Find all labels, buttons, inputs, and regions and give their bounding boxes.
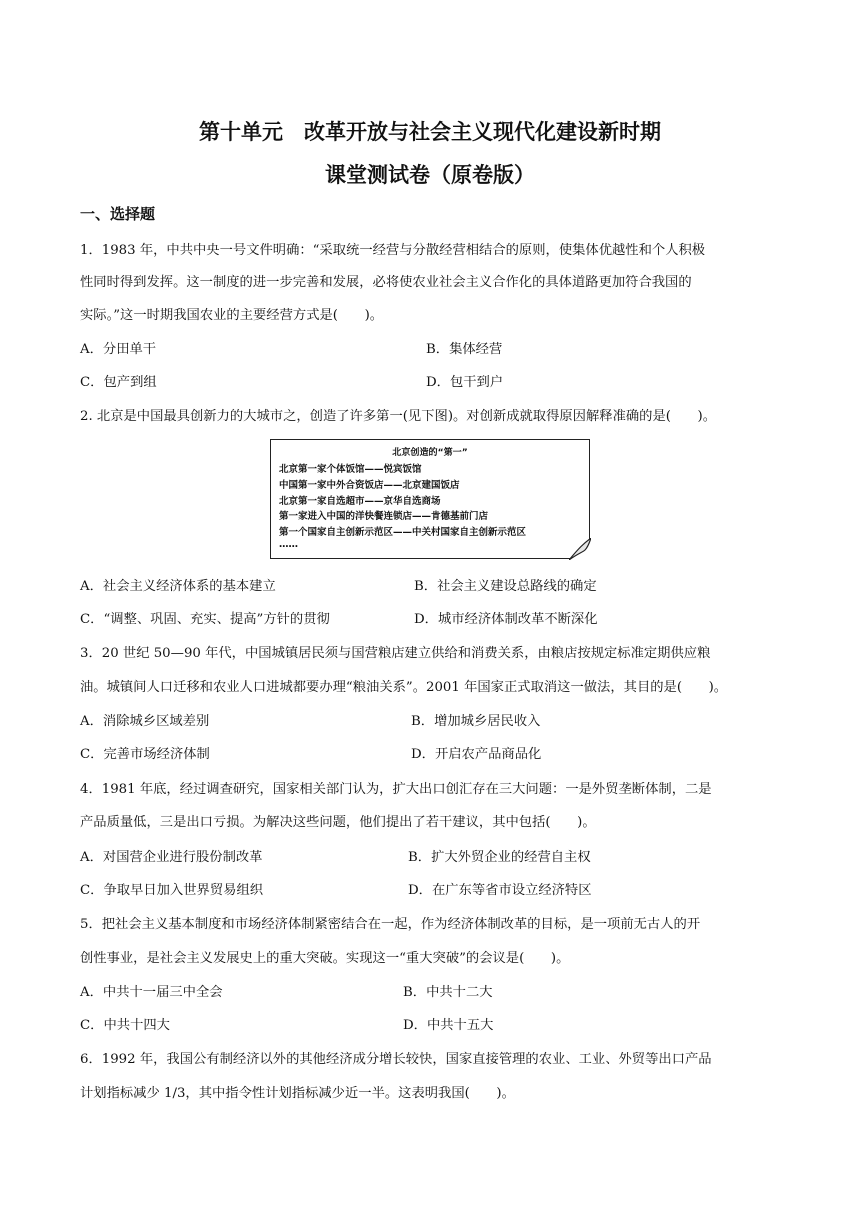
figure-item: 中国第一家中外合资饭店——北京建国饭店 — [279, 480, 460, 491]
page-subtitle: 课堂测试卷（原卷版） — [325, 163, 535, 187]
question-1-line-3: 实际。”这一时期我国农业的主要经营方式是( )。 — [80, 308, 384, 323]
question-1-line-1: 1．1983 年，中共中央一号文件明确：“采取统一经营与分散经营相结合的原则，使集体优越性和个人积极 — [80, 243, 706, 258]
question-4-option-b: B．扩大外贸企业的经营自主权 — [408, 850, 591, 865]
question-2-option-c: C．“调整、巩固、充实、提高”方针的贯彻 — [80, 612, 330, 627]
question-5-option-b: B．中共十二大 — [403, 985, 493, 1000]
question-1-option-a: A．分田单干 — [80, 342, 157, 357]
page-title: 第十单元 改革开放与社会主义现代化建设新时期 — [199, 120, 661, 144]
question-5-option-c: C．中共十四大 — [80, 1018, 170, 1033]
question-5-line-1: 5．把社会主义基本制度和市场经济体制紧密结合在一起，作为经济体制改革的目标，是一项前无古人的开 — [80, 917, 701, 932]
figure-item: 北京第一家个体饭馆——悦宾饭馆 — [279, 464, 422, 475]
question-3-option-b: B．增加城乡居民收入 — [411, 714, 541, 729]
figure-heading: 北京创造的“第一” — [392, 448, 468, 458]
question-2-option-a: A．社会主义经济体系的基本建立 — [80, 579, 276, 594]
question-3-line-2: 油。城镇间人口迁移和农业人口进城都要办理“粮油关系”。2001 年国家正式取消这一做法，其目的是( )。 — [80, 680, 728, 695]
question-6-line-1: 6．1992 年，我国公有制经济以外的其他经济成分增长较快，国家直接管理的农业、工业、外贸等出口产品 — [80, 1052, 712, 1067]
question-6-line-2: 计划指标减少 1/3，其中指令性计划指标减少近一半。这表明我国( )。 — [80, 1086, 515, 1101]
question-4-option-a: A．对国营企业进行股份制改革 — [80, 850, 263, 865]
question-3-option-a: A．消除城乡区域差别 — [80, 714, 210, 729]
question-1-option-c: C．包产到组 — [80, 375, 157, 390]
figure-item: 第一个国家自主创新示范区——中关村国家自主创新示范区 — [279, 527, 527, 538]
question-5-option-a: A．中共十一届三中全会 — [80, 985, 223, 1000]
question-4-option-c: C．争取早日加入世界贸易组织 — [80, 883, 264, 898]
question-1-option-b: B．集体经营 — [426, 342, 503, 357]
question-5-line-2: 创性事业，是社会主义发展史上的重大突破。实现这一“重大突破”的会议是( )。 — [80, 951, 570, 966]
figure-item: 第一家进入中国的洋快餐连锁店——肯德基前门店 — [279, 511, 489, 522]
question-1-option-d: D．包干到户 — [426, 375, 504, 390]
figure-beijing-firsts — [270, 439, 590, 559]
question-5-option-d: D．中共十五大 — [403, 1018, 494, 1033]
figure-item: …… — [279, 539, 298, 550]
question-3-line-1: 3．20 世纪 50—90 年代，中国城镇居民须与国营粮店建立供给和消费关系，由粮店按规定标准定期供应粮 — [80, 646, 711, 661]
figure-item: 北京第一家自选超市——京华自选商场 — [279, 496, 441, 507]
question-2-option-d: D．城市经济体制改革不断深化 — [414, 612, 598, 627]
question-4-line-1: 4．1981 年底，经过调查研究，国家相关部门认为，扩大出口创汇存在三大问题：一是外贸垄断体制，二是 — [80, 782, 712, 797]
question-3-option-d: D．开启农产品商品化 — [411, 747, 542, 762]
section-heading: 一、选择题 — [80, 205, 156, 223]
question-2-option-b: B．社会主义建设总路线的确定 — [414, 579, 597, 594]
question-3-option-c: C．完善市场经济体制 — [80, 747, 210, 762]
page-curl-icon — [569, 538, 591, 560]
question-1-line-2: 性同时得到发挥。这一制度的进一步完善和发展，必将使农业社会主义合作化的具体道路更加符合我国的 — [80, 275, 692, 290]
question-4-option-d: D．在广东等省市设立经济特区 — [408, 883, 592, 898]
question-4-line-2: 产品质量低，三是出口亏损。为解决这些问题，他们提出了若干建议，其中包括( )。 — [80, 815, 596, 830]
question-2-line-1: 2. 北京是中国最具创新力的大城市之，创造了许多第一(见下图)。对创新成就取得原因解释准确的是( )。 — [80, 409, 717, 424]
